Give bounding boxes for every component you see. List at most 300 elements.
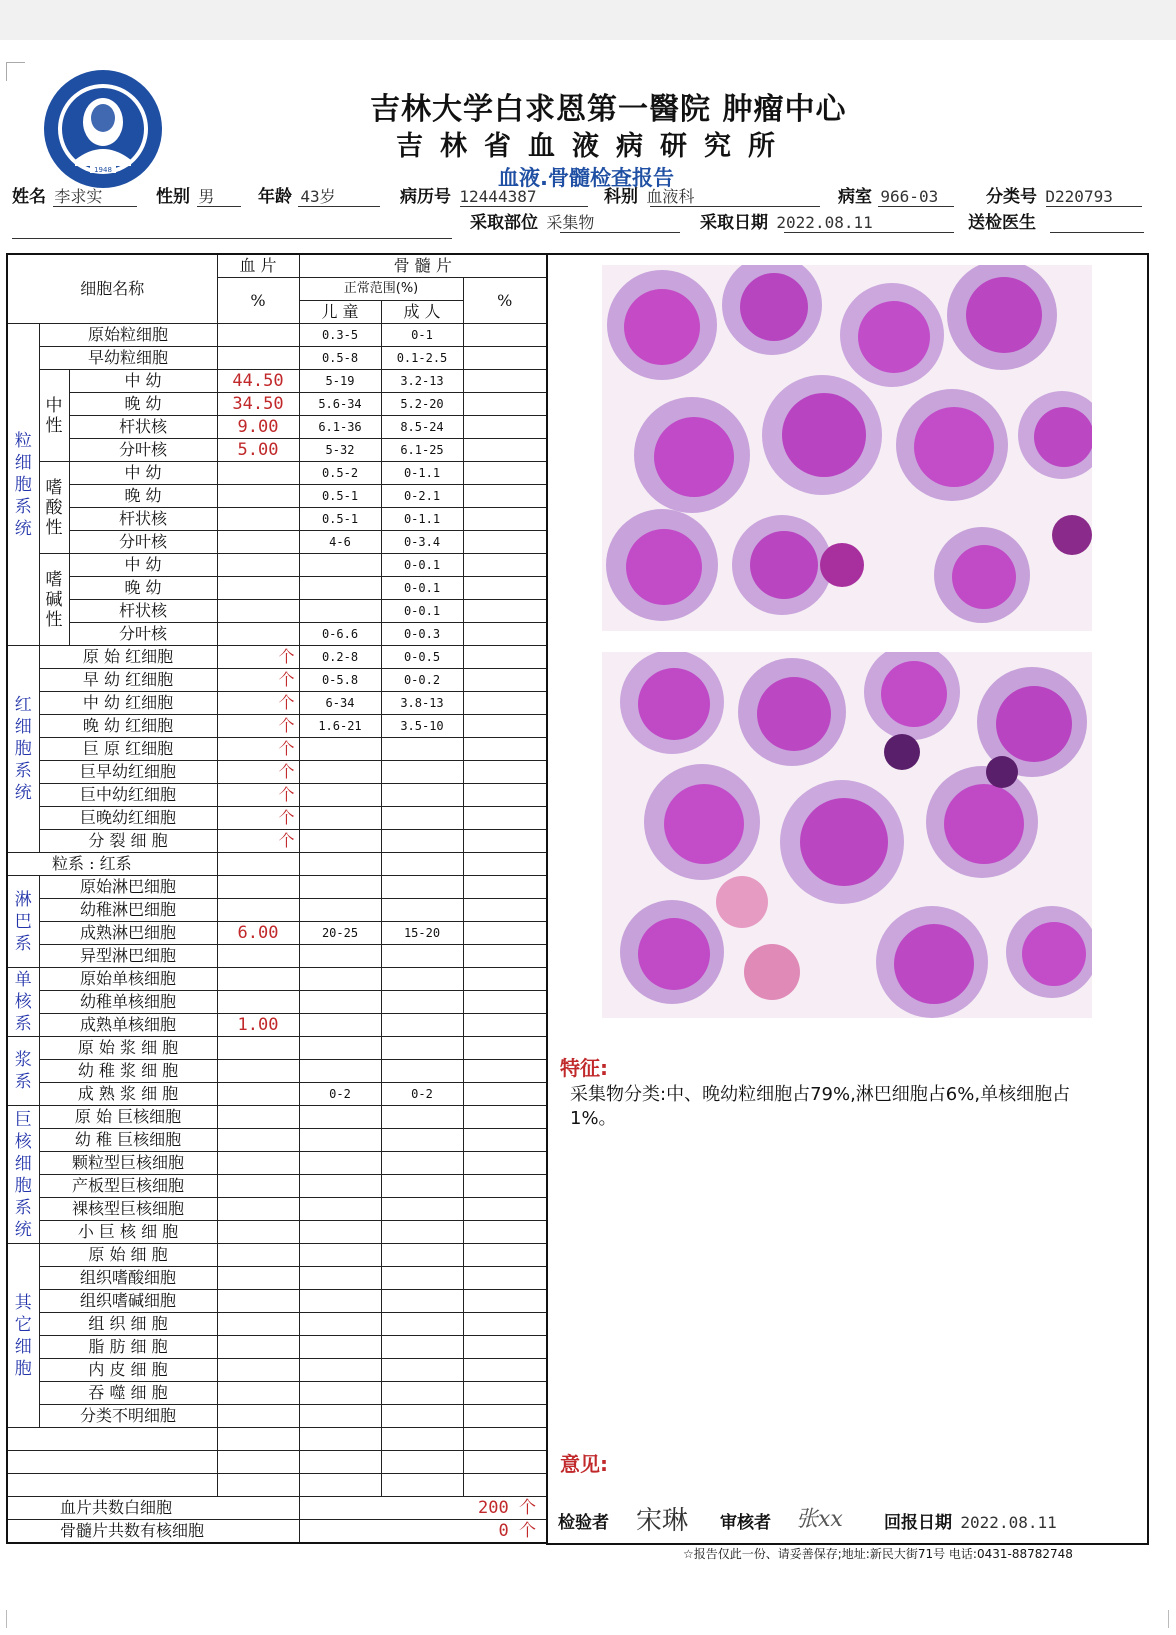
marrow-value	[463, 692, 547, 715]
crop-mark	[1150, 1610, 1169, 1628]
marrow-value	[463, 991, 547, 1014]
header-pct: %	[217, 278, 299, 324]
cell-name: 脂 肪 细 胞	[39, 1336, 217, 1359]
cell-name: 原始粒细胞	[39, 324, 217, 347]
blood-value	[217, 1106, 299, 1129]
adult-range	[381, 1382, 463, 1405]
blood-value	[217, 324, 299, 347]
cell-name: 杆状核	[69, 416, 217, 439]
blood-value: 44.50	[217, 370, 299, 393]
table-row	[7, 623, 547, 646]
marrow-value	[463, 1267, 547, 1290]
adult-range	[381, 945, 463, 968]
table-row	[7, 991, 547, 1014]
adult-range	[381, 1106, 463, 1129]
table-row	[7, 784, 547, 807]
header-blood: 血 片	[217, 254, 299, 278]
child-range: 6-34	[299, 692, 381, 715]
reviewer-signature: 张xx	[796, 1507, 843, 1532]
cell-name: 颗粒型巨核细胞	[39, 1152, 217, 1175]
blood-value	[217, 968, 299, 991]
adult-range: 5.2-20	[381, 393, 463, 416]
group-mono: 单核系	[7, 968, 39, 1037]
blank-row	[7, 1474, 547, 1497]
blood-value: 个	[217, 830, 299, 853]
table-row	[7, 899, 547, 922]
cell-name: 巨中幼红细胞	[39, 784, 217, 807]
marrow-value	[463, 922, 547, 945]
cell-name: 组织嗜碱细胞	[39, 1290, 217, 1313]
adult-range: 0-1.1	[381, 462, 463, 485]
child-range	[299, 1313, 381, 1336]
cell-name: 晚 幼	[69, 577, 217, 600]
blood-value	[217, 1290, 299, 1313]
marrow-value	[463, 853, 547, 876]
table-row	[7, 761, 547, 784]
adult-range: 8.5-24	[381, 416, 463, 439]
table-row	[7, 531, 547, 554]
adult-range	[381, 807, 463, 830]
marrow-value	[463, 646, 547, 669]
table-row	[7, 876, 547, 899]
svg-text:1948: 1948	[94, 166, 112, 174]
marrow-value	[463, 1106, 547, 1129]
blood-value	[217, 554, 299, 577]
dept-field: 科别 血液科	[604, 187, 695, 207]
adult-range	[381, 853, 463, 876]
subgroup-eos: 嗜酸性	[39, 462, 69, 554]
adult-range	[381, 876, 463, 899]
blood-value	[217, 1336, 299, 1359]
adult-range: 0-1	[381, 324, 463, 347]
blood-value: 个	[217, 669, 299, 692]
blood-value: 个	[217, 761, 299, 784]
child-range: 0-5.8	[299, 669, 381, 692]
child-range: 1.6-21	[299, 715, 381, 738]
child-range: 20-25	[299, 922, 381, 945]
child-range: 5.6-34	[299, 393, 381, 416]
marrow-value	[463, 899, 547, 922]
cell-name: 巨早幼红细胞	[39, 761, 217, 784]
marrow-value	[463, 347, 547, 370]
header-child: 儿 童	[299, 301, 381, 324]
blood-value	[217, 899, 299, 922]
table-row	[7, 1221, 547, 1244]
subgroup-neutro: 中性	[39, 370, 69, 462]
table-row	[7, 370, 547, 393]
date-field: 采取日期 2022.08.11	[700, 213, 873, 233]
table-row	[7, 1290, 547, 1313]
cell-name: 幼 稚 浆 细 胞	[39, 1060, 217, 1083]
blood-value	[217, 1359, 299, 1382]
blood-value	[217, 485, 299, 508]
child-range	[299, 876, 381, 899]
table-row	[7, 1313, 547, 1336]
cell-name: 原 始 巨核细胞	[39, 1106, 217, 1129]
adult-range	[381, 1129, 463, 1152]
marrow-value	[463, 1359, 547, 1382]
header-pct-marrow: %	[463, 278, 547, 324]
institute-name: 吉林省血液病研究所	[396, 131, 792, 162]
cell-name: 杆状核	[69, 600, 217, 623]
adult-range	[381, 830, 463, 853]
blank-row	[7, 1451, 547, 1474]
table-row	[7, 439, 547, 462]
adult-range	[381, 991, 463, 1014]
blood-value	[217, 1405, 299, 1428]
table-row	[7, 646, 547, 669]
child-range	[299, 945, 381, 968]
cell-name: 中 幼	[69, 554, 217, 577]
cell-name: 粒系 : 红系	[7, 853, 217, 876]
marrow-value	[463, 1313, 547, 1336]
child-range	[299, 600, 381, 623]
adult-range: 6.1-25	[381, 439, 463, 462]
marrow-value	[463, 485, 547, 508]
marrow-value	[463, 439, 547, 462]
child-range	[299, 1267, 381, 1290]
adult-range	[381, 1152, 463, 1175]
marrow-value	[463, 462, 547, 485]
table-row	[7, 1175, 547, 1198]
cell-name: 原始淋巴细胞	[39, 876, 217, 899]
blood-value: 个	[217, 692, 299, 715]
marrow-value	[463, 715, 547, 738]
group-erythro: 红细胞系统	[7, 646, 39, 853]
cell-name: 小 巨 核 细 胞	[39, 1221, 217, 1244]
child-range	[299, 1175, 381, 1198]
header-cell-name: 细胞名称	[7, 254, 217, 324]
marrow-value	[463, 1405, 547, 1428]
marrow-value	[463, 508, 547, 531]
report-date-field: 回报日期 2022.08.11	[884, 1513, 1057, 1533]
adult-range: 0.1-2.5	[381, 347, 463, 370]
marrow-value	[463, 1037, 547, 1060]
blood-value: 1.00	[217, 1014, 299, 1037]
child-range	[299, 853, 381, 876]
adult-range	[381, 1244, 463, 1267]
blood-value: 5.00	[217, 439, 299, 462]
adult-range: 0-2	[381, 1083, 463, 1106]
table-row	[7, 1014, 547, 1037]
table-row	[7, 1152, 547, 1175]
table-row	[7, 485, 547, 508]
cell-name: 晚 幼	[69, 485, 217, 508]
table-row	[7, 324, 547, 347]
child-range	[299, 1106, 381, 1129]
room-field: 病室 966-03	[838, 187, 939, 207]
marrow-image-2	[602, 652, 1092, 1018]
marrow-value	[463, 1152, 547, 1175]
child-range	[299, 1037, 381, 1060]
marrow-value	[463, 531, 547, 554]
child-range	[299, 761, 381, 784]
blood-value: 9.00	[217, 416, 299, 439]
child-range	[299, 1129, 381, 1152]
cell-name: 原始单核细胞	[39, 968, 217, 991]
features-text: 采集物分类:中、晚幼粒细胞占79%,淋巴细胞占6%,单核细胞占1%。	[570, 1084, 1071, 1129]
child-range: 5-32	[299, 439, 381, 462]
cell-name: 中 幼	[69, 462, 217, 485]
cell-name: 幼 稚 巨核细胞	[39, 1129, 217, 1152]
adult-range: 0-0.2	[381, 669, 463, 692]
cell-name: 组 织 细 胞	[39, 1313, 217, 1336]
site-field: 采取部位 采集物	[470, 213, 595, 233]
child-range: 0.5-2	[299, 462, 381, 485]
marrow-value	[463, 1014, 547, 1037]
cell-name: 分 裂 细 胞	[39, 830, 217, 853]
marrow-value	[463, 830, 547, 853]
blood-value: 34.50	[217, 393, 299, 416]
crop-mark	[6, 62, 25, 81]
marrow-value	[463, 784, 547, 807]
adult-range	[381, 1290, 463, 1313]
child-range	[299, 1221, 381, 1244]
marrow-value	[463, 876, 547, 899]
record-field: 病历号 12444387	[400, 187, 537, 207]
adult-range	[381, 1313, 463, 1336]
marrow-value	[463, 416, 547, 439]
adult-range: 0-0.5	[381, 646, 463, 669]
group-lymph: 淋巴系	[7, 876, 39, 968]
inspector-label: 检验者	[558, 1513, 609, 1533]
marrow-value	[463, 738, 547, 761]
header-normal-range: 正常范围(%)	[299, 278, 463, 301]
table-row	[7, 1405, 547, 1428]
adult-range	[381, 1175, 463, 1198]
table-row	[7, 1060, 547, 1083]
child-range	[299, 1382, 381, 1405]
child-range	[299, 1060, 381, 1083]
child-range	[299, 1152, 381, 1175]
cell-name: 中 幼 红细胞	[39, 692, 217, 715]
table-row	[7, 1267, 547, 1290]
sex-field: 性别 男	[156, 187, 215, 207]
blood-value	[217, 1037, 299, 1060]
blood-value	[217, 1313, 299, 1336]
adult-range	[381, 1359, 463, 1382]
table-row	[7, 922, 547, 945]
marrow-value	[463, 554, 547, 577]
cell-name: 早幼粒细胞	[39, 347, 217, 370]
cell-name: 产板型巨核细胞	[39, 1175, 217, 1198]
opinion-label: 意见:	[560, 1452, 608, 1476]
table-row	[7, 715, 547, 738]
marrow-total-value: 0 个	[299, 1520, 547, 1544]
cell-name: 幼稚单核细胞	[39, 991, 217, 1014]
child-range: 0.5-1	[299, 485, 381, 508]
blood-value	[217, 1175, 299, 1198]
blood-value	[217, 1129, 299, 1152]
child-range: 0.2-8	[299, 646, 381, 669]
hospital-name: 吉林大学白求恩第一醫院 肿瘤中心	[370, 92, 847, 127]
blood-value: 个	[217, 807, 299, 830]
table-row	[7, 347, 547, 370]
table-row	[7, 1382, 547, 1405]
blood-value	[217, 991, 299, 1014]
table-row	[7, 1037, 547, 1060]
child-range	[299, 784, 381, 807]
table-row	[7, 577, 547, 600]
class-field: 分类号 D220793	[986, 187, 1113, 207]
adult-range: 0-1.1	[381, 508, 463, 531]
group-mega: 巨核细胞系统	[7, 1106, 39, 1244]
footer-note: ☆报告仅此一份、请妥善保存;地址:新民大街71号 电话:0431-88782748	[683, 1547, 1073, 1561]
table-row	[7, 554, 547, 577]
marrow-value	[463, 623, 547, 646]
adult-range	[381, 899, 463, 922]
child-range	[299, 1244, 381, 1267]
group-other: 其它细胞	[7, 1244, 39, 1428]
table-row	[7, 462, 547, 485]
blood-value	[217, 1152, 299, 1175]
table-row	[7, 1198, 547, 1221]
cell-name: 成熟淋巴细胞	[39, 922, 217, 945]
marrow-value	[463, 324, 547, 347]
child-range	[299, 1014, 381, 1037]
adult-range	[381, 761, 463, 784]
child-range: 6.1-36	[299, 416, 381, 439]
cell-name: 成熟单核细胞	[39, 1014, 217, 1037]
table-row	[7, 945, 547, 968]
adult-range: 3.5-10	[381, 715, 463, 738]
marrow-value	[463, 1175, 547, 1198]
child-range: 0-2	[299, 1083, 381, 1106]
subgroup-baso: 嗜碱性	[39, 554, 69, 646]
cell-name: 晚 幼	[69, 393, 217, 416]
table-row	[7, 1359, 547, 1382]
adult-range	[381, 1221, 463, 1244]
marrow-value	[463, 1382, 547, 1405]
table-row	[7, 807, 547, 830]
blood-total-value: 200 个	[299, 1497, 547, 1520]
blood-value	[217, 1198, 299, 1221]
child-range: 0-6.6	[299, 623, 381, 646]
header-marrow: 骨 髓 片	[299, 254, 547, 278]
marrow-value	[463, 577, 547, 600]
child-range: 4-6	[299, 531, 381, 554]
blood-value	[217, 623, 299, 646]
blood-value	[217, 462, 299, 485]
adult-range	[381, 1336, 463, 1359]
marrow-value	[463, 1060, 547, 1083]
cell-name: 裸核型巨核细胞	[39, 1198, 217, 1221]
blood-value	[217, 347, 299, 370]
child-range	[299, 807, 381, 830]
child-range	[299, 577, 381, 600]
marrow-value	[463, 393, 547, 416]
cell-name: 原 始 细 胞	[39, 1244, 217, 1267]
adult-range	[381, 1037, 463, 1060]
table-row	[7, 830, 547, 853]
adult-range: 0-3.4	[381, 531, 463, 554]
marrow-value	[463, 1290, 547, 1313]
blood-value: 个	[217, 784, 299, 807]
marrow-value	[463, 669, 547, 692]
marrow-value	[463, 945, 547, 968]
adult-range: 3.8-13	[381, 692, 463, 715]
marrow-value	[463, 1244, 547, 1267]
blank-row	[7, 1428, 547, 1451]
child-range	[299, 1198, 381, 1221]
child-range: 0.5-8	[299, 347, 381, 370]
adult-range: 3.2-13	[381, 370, 463, 393]
group-plasma: 浆系	[7, 1037, 39, 1106]
cell-name: 巨晚幼红细胞	[39, 807, 217, 830]
child-range	[299, 1405, 381, 1428]
child-range: 0.3-5	[299, 324, 381, 347]
marrow-value	[463, 1198, 547, 1221]
blood-value: 6.00	[217, 922, 299, 945]
group-granulocyte: 粒细胞系统	[7, 324, 39, 646]
adult-range	[381, 968, 463, 991]
blood-value	[217, 600, 299, 623]
adult-range: 0-0.1	[381, 577, 463, 600]
adult-range	[381, 784, 463, 807]
table-row	[7, 968, 547, 991]
table-row	[7, 1106, 547, 1129]
cell-name: 原 始 红细胞	[39, 646, 217, 669]
table-row	[7, 1244, 547, 1267]
blood-value	[217, 1083, 299, 1106]
blood-value	[217, 1382, 299, 1405]
cell-name: 异型淋巴细胞	[39, 945, 217, 968]
table-row	[7, 1129, 547, 1152]
marrow-value	[463, 1129, 547, 1152]
child-range	[299, 1290, 381, 1313]
adult-range	[381, 738, 463, 761]
child-range	[299, 968, 381, 991]
blood-value	[217, 1244, 299, 1267]
table-row	[7, 1083, 547, 1106]
blood-total-label: 血片共数白细胞	[7, 1497, 299, 1520]
table-row	[7, 393, 547, 416]
reviewer-label: 审核者	[720, 1513, 771, 1533]
child-range	[299, 830, 381, 853]
blood-value: 个	[217, 646, 299, 669]
cell-name: 原 始 浆 细 胞	[39, 1037, 217, 1060]
table-row	[7, 416, 547, 439]
age-field: 年龄 43岁	[258, 187, 336, 207]
adult-range: 0-0.1	[381, 600, 463, 623]
report-title: 血液.骨髓检查报告	[498, 166, 674, 190]
cell-name: 杆状核	[69, 508, 217, 531]
table-row	[7, 669, 547, 692]
marrow-value	[463, 600, 547, 623]
child-range: 0.5-1	[299, 508, 381, 531]
blood-value	[217, 1267, 299, 1290]
adult-range	[381, 1014, 463, 1037]
child-range: 5-19	[299, 370, 381, 393]
table-row	[7, 738, 547, 761]
table-row	[7, 1336, 547, 1359]
blood-value	[217, 876, 299, 899]
blood-value	[217, 853, 299, 876]
cell-name: 晚 幼 红细胞	[39, 715, 217, 738]
blood-value	[217, 531, 299, 554]
blood-value	[217, 945, 299, 968]
adult-range: 15-20	[381, 922, 463, 945]
cell-name: 内 皮 细 胞	[39, 1359, 217, 1382]
name-field: 姓名 李求实	[12, 187, 103, 207]
marrow-value	[463, 1221, 547, 1244]
cell-name: 幼稚淋巴细胞	[39, 899, 217, 922]
cell-name: 巨 原 红细胞	[39, 738, 217, 761]
marrow-value	[463, 1083, 547, 1106]
adult-range: 0-0.1	[381, 554, 463, 577]
blood-value: 个	[217, 738, 299, 761]
cell-name: 早 幼 红细胞	[39, 669, 217, 692]
